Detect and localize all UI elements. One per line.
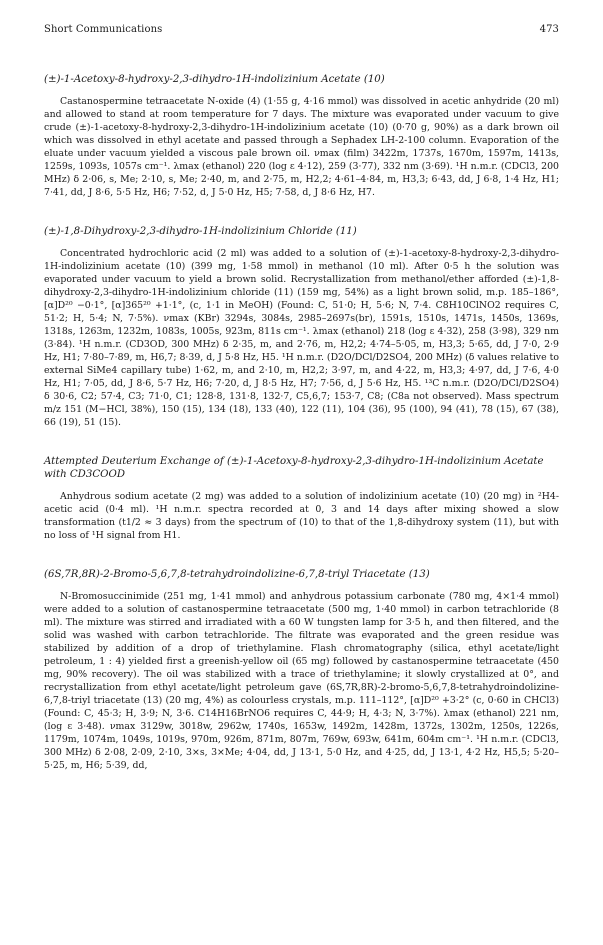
section-heading: (±)-1-Acetoxy-8-hydroxy-2,3-dihydro-1H-indolizinium Acetate (10) [44, 74, 385, 85]
section-body: Concentrated hydrochloric acid (2 ml) was added to a solution of (±)-1-acetoxy-8-hydroxy-2,3-dihydro-1H-indolizinium acetate (10) (399 mg, 1·58 mmol) in methanol (10 ml). After 0·5 h the solution was evaporated under vacuum to yield a brown solid. Recrystallization from methanol/ether afforded (±)-1,8-dihydroxy-2,3-dihydro-1H-indolizinium chloride (11) (159 mg, 54%) as a light brown solid, m.p. 185–186°, [α]D²⁰ −0·1°, [α]365²⁰ +1·1°, (c, 1·1 in MeOH) (Found: C, 51·0; H, 5·6; N, 7·4. C8H10ClNO2 requires C, 51·2; H, 5·4; N, 7·5%). νmax (KBr) 3294s, 3084s, 2985–2697s(br), 1591s, 1510s, 1471s, 1450s, 1369s, 1318s, 1263m, 1232m, 1083s, 1005s, 923m, 811s cm⁻¹. λmax (ethanol) 218 (log ε 4·32), 258 (3·98), 329 nm (3·84). ¹H n.m.r. (CD3OD, 300 MHz) δ 2·35, m, and 2·76, m, H2,2; 4·74–5·05, m, H3,3; 5·65, dd, J 7·0, 2·9 Hz, H1; 7·80–7·89, m, H6,7; 8·39, d, J 5·8 Hz, H5. ¹H n.m.r. (D2O/DCl/D2SO4, 200 MHz) (δ values relative to external SiMe4 capillary tube) 1·62, m, and 2·10, m, H2,2; 3·97, m, and 4·22, m, H3,3; 4·97, dd, J 7·6, 4·0 Hz, H1; 7·05, dd, J 8·6, 5·7 Hz, H6; 7·20, d, J 8·5 Hz, H7; 7·56, d, J 5·6 Hz, H5. ¹³C n.m.r. (D2O/DCl/D2SO4) δ 30·6, C2; 57·4, C3; 71·0, C1; 128·8, 131·8, 132·7, C5,6,7; 153·7, C8; (C8a not observed). Mass spectrum m/z 151 (M−HCl, 38%), 150 (15), 134 (18), 133 (40), 122 (11), 104 (36), 95 (100), 94 (41), 78 (15), 67 (38), 66 (19), 51 (15). [44, 248, 559, 428]
running-header [44, 24, 559, 35]
page-number: 473 [539, 24, 559, 35]
section-body: Castanospermine tetraacetate N-oxide (4) (1·55 g, 4·16 mmol) was dissolved in acetic anhydride (20 ml) and allowed to stand at room temperature for 7 days. The mixture was evaporated under vacuum to give crude (±)-1-acetoxy-8-hydroxy-2,3-dihydro-1H-indolizinium acetate (10) (0·70 g, 90%) as a dark brown oil which was dissolved in ethyl acetate and passed through a Sephadex LH-2-100 column. Evaporation of the eluate under vacuum yielded a viscous pale brown oil. νmax (film) 3422m, 1737s, 1670m, 1597m, 1413s, 1259s, 1093s, 1057s cm⁻¹. λmax (ethanol) 220 (log ε 4·12), 259 (3·77), 332 nm (3·69). ¹H n.m.r. (CDCl3, 200 MHz) δ 2·06, s, Me; 2·10, s, Me; 2·40, m, and 2·75, m, H2,2; 4·61–4·84, m, H3,3; 6·43, dd, J 6·8, 1·4 Hz, H1; 7·41, dd, J 8·6, 5·5 Hz, H6; 7·52, d, J 5·0 Hz, H5; 7·58, d, J 8·6 Hz, H7. [44, 96, 559, 198]
section-body: N-Bromosuccinimide (251 mg, 1·41 mmol) and anhydrous potassium carbonate (780 mg, 4×1·4 mmol) were added to a solution of castanospermine tetraacetate (500 mg, 1·40 mmol) in carbon tetrachloride (8 ml). The mixture was stirred and irradiated with a 60 W tungsten lamp for 3·5 h, and then filtered, and the solid was washed with carbon tetrachloride. The filtrate was evaporated and the green residue was stabilized by addition of a drop of triethylamine. Flash chromatography (silica, ethyl acetate/light petroleum, 1 : 4) yielded first a greenish-yellow oil (65 mg) followed by castanospermine tetraacetate (450 mg, 90% recovery). The oil was stabilized with a trace of triethylamine; it slowly crystallized at 0°, and recrystallization from ethyl acetate/light petroleum gave (6S,7R,8R)-2-bromo-5,6,7,8-tetrahydroindolizine-6,7,8-triyl triacetate (13) (20 mg, 4%) as colourless crystals, m.p. 111–112°, [α]D²⁰ +3·2° (c, 0·60 in CHCl3) (Found: C, 45·3; H, 3·9; N, 3·6. C14H16BrNO6 requires C, 44·9; H, 4·3; N, 3·7%). λmax (ethanol) 221 nm, (log ε 3·48). νmax 3129w, 3018w, 2962w, 1740s, 1653w, 1492m, 1428m, 1372s, 1302m, 1250s, 1226s, 1179m, 1074m, 1049s, 1019s, 970m, 926m, 871m, 807m, 769w, 693w, 641m, 604m cm⁻¹. ¹H n.m.r. (CDCl3, 300 MHz) δ 2·08, 2·09, 2·10, 3×s, 3×Me; 4·04, dd, J 13·1, 5·0 Hz, and 4·25, dd, J 13·1, 4·2 Hz, H5,5; 5·20–5·25, m, H6; 5·39, dd, [44, 591, 559, 771]
section-deuterium-exchange [44, 455, 559, 542]
section-compound-11 [44, 225, 559, 429]
section-heading: Attempted Deuterium Exchange of (±)-1-Acetoxy-8-hydroxy-2,3-dihydro-1H-indolizinium Acetate with CD3COOD [44, 456, 544, 480]
section-heading: (±)-1,8-Dihydroxy-2,3-dihydro-1H-indolizinium Chloride (11) [44, 226, 357, 237]
section-compound-10 [44, 73, 559, 199]
section-compound-13 [44, 568, 559, 772]
journal-section-title: Short Communications [44, 24, 163, 35]
section-body: Anhydrous sodium acetate (2 mg) was added to a solution of indolizinium acetate (10) (20 mg) in ²H4-acetic acid (0·4 ml). ¹H n.m.r. spectra recorded at 0, 3 and 14 days after mixing showed a slow transformation (t1/2 ≈ 3 days) from the spectrum of (10) to that of the 1,8-dihydroxy system (11), but with no loss of ¹H signal from H1. [44, 491, 559, 541]
section-heading: (6S,7R,8R)-2-Bromo-5,6,7,8-tetrahydroindolizine-6,7,8-triyl Triacetate (13) [44, 569, 430, 580]
